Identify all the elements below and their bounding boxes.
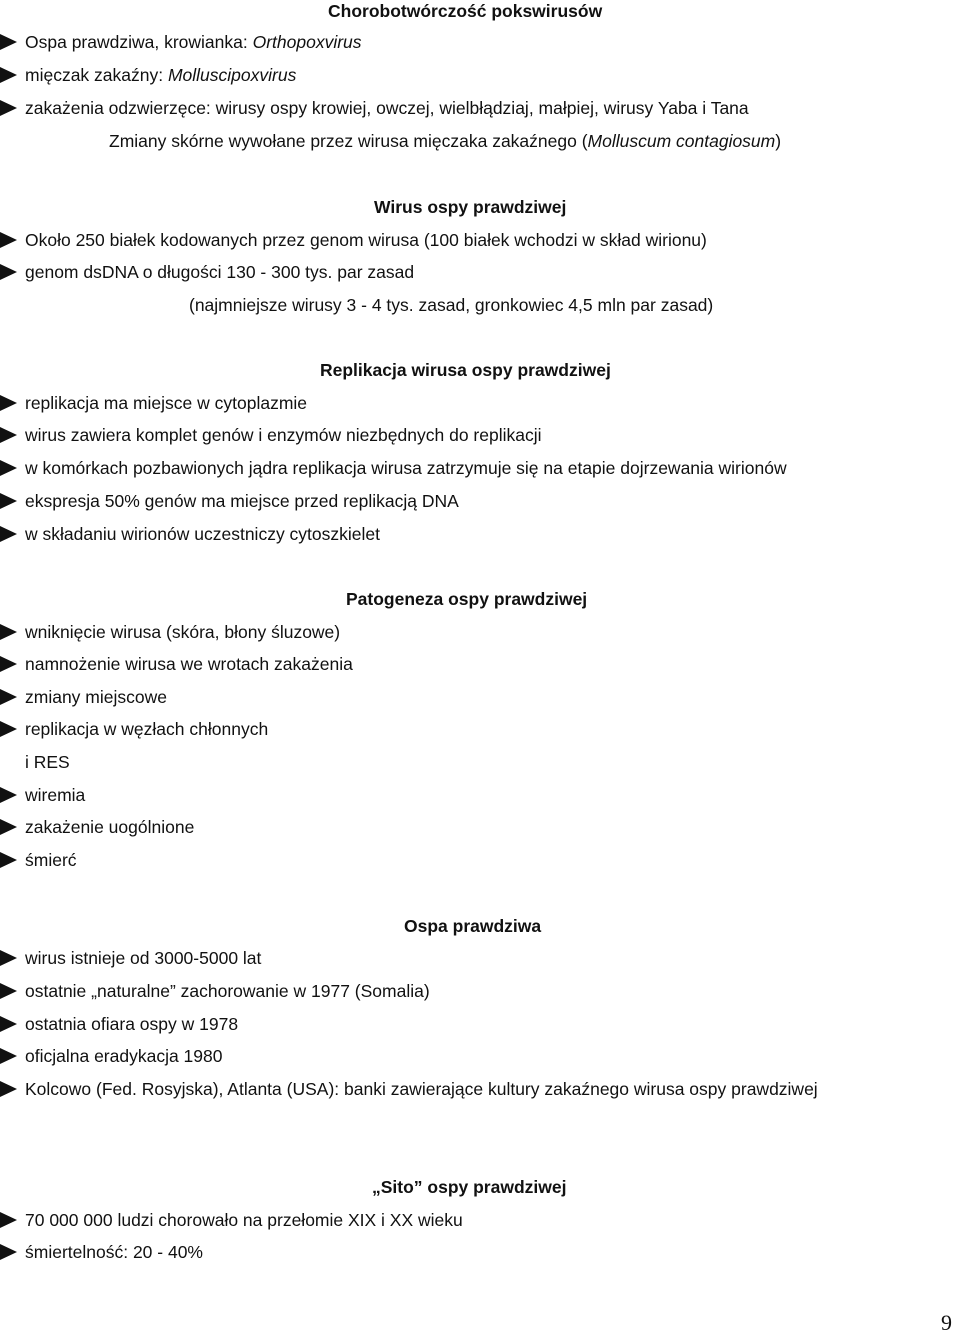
bullet-arrow-icon bbox=[0, 1209, 25, 1231]
bullet-arrow-icon bbox=[0, 621, 25, 643]
bullet-arrow-icon bbox=[0, 424, 25, 446]
genus-name: Orthopoxvirus bbox=[252, 32, 362, 52]
bullet-arrow-icon bbox=[0, 816, 25, 838]
list-item-text: ostatnie „naturalne” zachorowanie w 1977 (Somalia) bbox=[25, 981, 430, 1001]
list-item-text: genom dsDNA o długości 130 - 300 tys. par zasad bbox=[25, 262, 415, 282]
genus-name: Molluscipoxvirus bbox=[167, 65, 297, 85]
list-item-text: replikacja w węzłach chłonnych bbox=[25, 719, 269, 739]
species-name: Molluscum contagiosum bbox=[587, 131, 776, 151]
page-number: 9 bbox=[941, 1310, 952, 1335]
list-item-text: wirus istnieje od 3000-5000 lat bbox=[25, 948, 262, 968]
bullet-arrow-icon bbox=[0, 1241, 25, 1263]
list-item bbox=[0, 457, 787, 479]
list-item-text: mięczak zakaźny: bbox=[25, 65, 168, 85]
image-caption: Zmiany skórne wywołane przez wirusa mięczaka zakaźnego (Molluscum contagiosum) bbox=[109, 131, 782, 151]
list-item bbox=[0, 621, 340, 643]
section-title-virus: Wirus ospy prawdziwej bbox=[374, 197, 567, 217]
list-item-text: zakażenie uogólnione bbox=[25, 817, 195, 837]
list-item-text: zmiany miejscowe bbox=[25, 687, 167, 707]
list-item bbox=[0, 490, 459, 512]
list-item bbox=[0, 261, 414, 283]
list-item bbox=[0, 229, 707, 251]
list-item bbox=[0, 947, 261, 969]
bullet-arrow-icon bbox=[0, 653, 25, 675]
bullet-arrow-icon bbox=[0, 97, 25, 119]
bullet-arrow-icon bbox=[0, 718, 25, 740]
list-item-continuation: i RES bbox=[25, 752, 70, 772]
list-item bbox=[0, 718, 268, 740]
bullet-arrow-icon bbox=[0, 980, 25, 1002]
list-item-text: wniknięcie wirusa (skóra, błony śluzowe) bbox=[25, 622, 341, 642]
list-item-text: śmiertelność: 20 - 40% bbox=[25, 1242, 203, 1262]
list-item-text: śmierć bbox=[25, 850, 77, 870]
list-item bbox=[0, 523, 380, 545]
list-item bbox=[0, 1209, 463, 1231]
bullet-arrow-icon bbox=[0, 261, 25, 283]
section-title-pathogenesis: Patogeneza ospy prawdziwej bbox=[346, 589, 588, 609]
list-item-text: Około 250 białek kodowanych przez genom wirusa (100 białek wchodzi w skład wirionu) bbox=[25, 230, 707, 250]
bullet-arrow-icon bbox=[0, 31, 25, 53]
list-item-text: zakażenia odzwierzęce: wirusy ospy krowiej, owczej, wielbłądziaj, małpiej, wirusy Yaba i Tana bbox=[25, 98, 749, 118]
list-item bbox=[0, 686, 167, 708]
list-item bbox=[0, 64, 296, 86]
bullet-arrow-icon bbox=[0, 1013, 25, 1035]
section-title-replication: Replikacja wirusa ospy prawdziwej bbox=[320, 360, 611, 380]
list-item-text: oficjalna eradykacja 1980 bbox=[25, 1046, 223, 1066]
list-item bbox=[0, 31, 362, 53]
list-item-text: ekspresja 50% genów ma miejsce przed replikacją DNA bbox=[25, 491, 459, 511]
bullet-arrow-icon bbox=[0, 784, 25, 806]
list-item bbox=[0, 1013, 238, 1035]
list-item-text: Kolcowo (Fed. Rosyjska), Atlanta (USA): banki zawierające kultury zakaźnego wirusa ospy prawdziwej bbox=[25, 1079, 818, 1099]
list-item-text: ostatnia ofiara ospy w 1978 bbox=[25, 1014, 239, 1034]
list-item-text: 70 000 000 ludzi chorowało na przełomie XIX i XX wieku bbox=[25, 1210, 463, 1230]
list-item bbox=[0, 97, 749, 119]
list-item bbox=[0, 1078, 818, 1100]
bullet-arrow-icon bbox=[0, 686, 25, 708]
list-item-text: wirus zawiera komplet genów i enzymów niezbędnych do replikacji bbox=[25, 425, 542, 445]
section-title-pathogenicity: Chorobotwórczość pokswirusów bbox=[328, 1, 603, 21]
bullet-arrow-icon bbox=[0, 849, 25, 871]
list-item bbox=[0, 653, 353, 675]
bullet-arrow-icon bbox=[0, 490, 25, 512]
list-item-text: Ospa prawdziwa, krowianka: bbox=[25, 32, 253, 52]
list-item-text: w składaniu wirionów uczestniczy cytoszkielet bbox=[25, 524, 380, 544]
bullet-arrow-icon bbox=[0, 457, 25, 479]
bullet-arrow-icon bbox=[0, 229, 25, 251]
list-item bbox=[0, 1241, 203, 1263]
bullet-arrow-icon bbox=[0, 64, 25, 86]
bullet-arrow-icon bbox=[0, 947, 25, 969]
list-item bbox=[0, 980, 430, 1002]
list-item-text: wiremia bbox=[25, 785, 86, 805]
bullet-arrow-icon bbox=[0, 1045, 25, 1067]
bullet-arrow-icon bbox=[0, 392, 25, 414]
section-title-sieve: „Sito” ospy prawdziwej bbox=[372, 1177, 567, 1197]
bullet-arrow-icon bbox=[0, 1078, 25, 1100]
list-item-text: w komórkach pozbawionych jądra replikacja wirusa zatrzymuje się na etapie dojrzewania wirionów bbox=[25, 458, 787, 478]
list-item-continuation: (najmniejsze wirusy 3 - 4 tys. zasad, gronkowiec 4,5 mln par zasad) bbox=[189, 295, 714, 315]
list-item bbox=[0, 1045, 223, 1067]
list-item bbox=[0, 784, 85, 806]
list-item-text: namnożenie wirusa we wrotach zakażenia bbox=[25, 654, 353, 674]
list-item bbox=[0, 816, 194, 838]
list-item bbox=[0, 424, 542, 446]
section-title-smallpox: Ospa prawdziwa bbox=[404, 916, 542, 936]
list-item-text: replikacja ma miejsce w cytoplazmie bbox=[25, 393, 308, 413]
list-item bbox=[0, 392, 307, 414]
list-item bbox=[0, 849, 77, 871]
bullet-arrow-icon bbox=[0, 523, 25, 545]
